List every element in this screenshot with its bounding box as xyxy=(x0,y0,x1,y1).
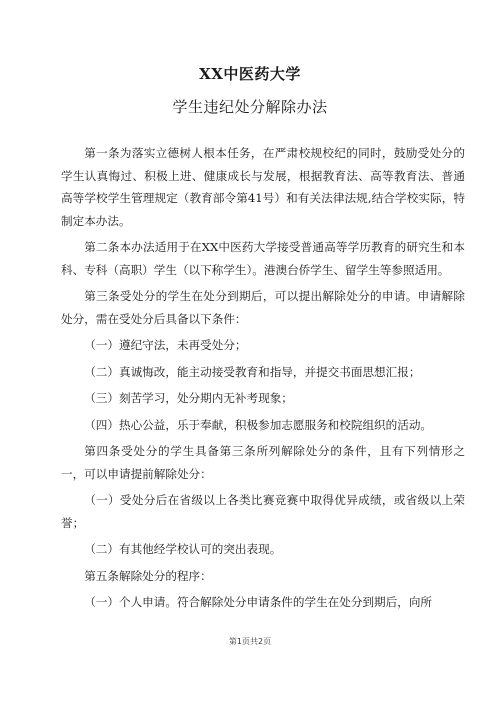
list-item: （一）遵纪守法，未再受处分； xyxy=(84,338,247,352)
list-item: （一）受处分后在省级以上各类比赛竞赛中取得优异成绩，或省级以上荣誉； xyxy=(61,493,465,530)
list-item: （一）个人申请。符合解除处分申请条件的学生在处分到期后，向所 xyxy=(84,595,433,609)
document-subtitle: 学生违纪处分解除办法 xyxy=(172,98,328,116)
list-item: （二）真诚悔改，能主动接受教育和指导，并提交书面思想汇报； xyxy=(84,364,421,379)
paragraph-article-1: 第一条为落实立德树人根本任务，在严肃校规校纪的同时，鼓励受处分的学生认真悔过、积极上进、健康成长与发展，根据教育法、高等教育法、普通高等学校学生管理规定（教育部令第41号）和有关法律法规,结合学校实际，特制定本办法。 xyxy=(61,146,465,228)
document-title: XX中医药大学 xyxy=(199,65,301,83)
document-body xyxy=(61,142,465,618)
list-item: （四）热心公益，乐于奉献，积极参加志愿服务和校院组织的活动。 xyxy=(84,417,433,432)
paragraph-article-3: 第三条受处分的学生在处分到期后，可以提出解除处分的申请。申请解除处分，需在受处分后具备以下条件： xyxy=(61,289,465,326)
page-number: 第1页共2页 xyxy=(228,637,272,646)
list-item: （三）刻苦学习，处分期内无补考现象； xyxy=(84,391,293,405)
paragraph-article-5: 第五条解除处分的程序： xyxy=(84,568,212,583)
list-item: （二）有其他经学校认可的突出表现。 xyxy=(84,542,282,556)
title-block xyxy=(0,64,500,117)
paragraph-article-2: 第二条本办法适用于在XX中医药大学接受普通高等学历教育的研究生和本科、专科（高职）学生（以下称学生）。港澳台侨学生、留学生等参照适用。 xyxy=(61,240,465,277)
paragraph-article-4: 第四条受处分的学生具备第三条所列解除处分的条件，且有下列情形之一，可以申请提前解除处分： xyxy=(61,444,465,481)
